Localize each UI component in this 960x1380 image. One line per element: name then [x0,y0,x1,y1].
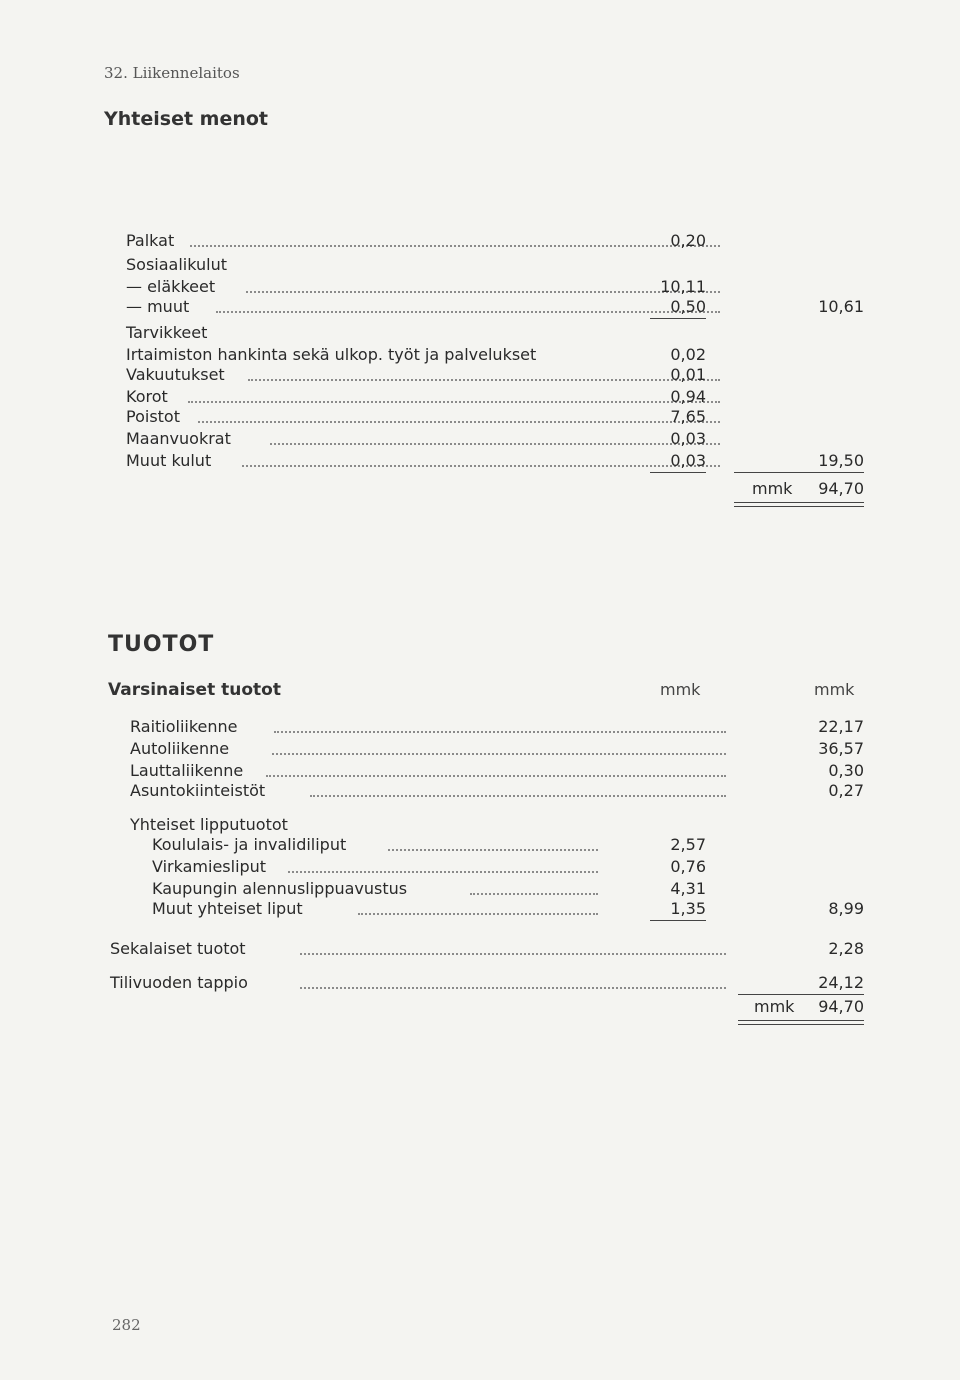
table-row [126,364,706,386]
row-label: Muut yhteiset liput [152,899,303,918]
total-unit: mmk [754,997,795,1016]
total-value: 94,70 [818,479,864,498]
page-number: 282 [112,1316,141,1334]
dot-leader [388,849,598,851]
table-row [126,296,864,318]
value-col1: 2,57 [670,835,706,854]
dot-leader [288,871,598,873]
dot-leader [272,753,726,755]
section-title-expenses: Yhteiset menot [104,108,269,130]
running-head: 32. Liikennelaitos [104,64,240,82]
dot-leader [300,987,726,989]
section-title-income: TUOTOT [108,632,215,657]
row-label: Palkat [126,231,175,250]
table-row [126,276,706,298]
dot-leader [246,291,720,293]
value-col1: 0,20 [670,231,706,250]
table-row [110,938,864,960]
table-row [126,428,706,450]
total-rule [734,472,864,473]
dot-leader [270,443,720,445]
row-label: Tilivuoden tappio [110,973,248,992]
table-row [130,738,864,760]
dot-leader [266,775,726,777]
row-label: Asuntokiinteistöt [130,781,266,800]
subtotal-rule [650,920,706,921]
row-label: Maanvuokrat [126,429,231,448]
table-row [152,834,706,856]
row-label: — eläkkeet [126,277,216,296]
value-col2: 22,17 [818,717,864,736]
value-col2: 0,30 [828,761,864,780]
row-label: — muut [126,297,190,316]
table-row [152,878,706,900]
dot-leader [188,401,720,403]
value-col1: 10,11 [660,277,706,296]
row-label: Muut kulut [126,451,212,470]
value-col1: 7,65 [670,407,706,426]
total-rule [738,994,864,995]
row-label: Yhteiset lipputuotot [130,815,288,834]
row-label: Vakuutukset [126,365,225,384]
row-label: Autoliikenne [130,739,230,758]
table-row [126,230,706,252]
dot-leader [248,379,720,381]
total-row [734,478,864,500]
value-col1: 0,76 [670,857,706,876]
value-col1: 0,94 [670,387,706,406]
value-col2: 10,61 [818,297,864,316]
dot-leader [274,731,726,733]
row-label: Virkamiesliput [152,857,267,876]
row-label: Raitioliikenne [130,717,238,736]
double-rule [738,1020,864,1025]
row-label: Sosiaalikulut [126,255,227,274]
total-value: 94,70 [818,997,864,1016]
value-col1: 0,50 [670,297,706,316]
dot-leader [242,465,720,467]
dot-leader [310,795,726,797]
value-col2: 24,12 [818,973,864,992]
dot-leader [470,893,598,895]
table-row [126,322,706,344]
value-col1: 0,02 [670,345,706,364]
value-col2: 19,50 [818,451,864,470]
subtotal-rule [650,318,706,319]
value-col2: 36,57 [818,739,864,758]
row-label: Korot [126,387,168,406]
double-rule [734,502,864,507]
total-row [738,996,864,1018]
column-unit-2: mmk [814,680,855,699]
table-row [126,450,864,472]
table-row [126,254,706,276]
row-label: Tarvikkeet [126,323,208,342]
row-label: Sekalaiset tuotot [110,939,246,958]
value-col1: 0,03 [670,451,706,470]
value-col1: 4,31 [670,879,706,898]
row-label: Irtaimiston hankinta sekä ulkop. työt ja palvelukset [126,345,537,364]
dot-leader [358,913,598,915]
table-row [152,856,706,878]
value-col2: 2,28 [828,939,864,958]
table-row [130,814,710,836]
value-col1: 0,01 [670,365,706,384]
dot-leader [216,311,720,313]
table-row [126,386,706,408]
row-label: Poistot [126,407,180,426]
value-col1: 1,35 [670,899,706,918]
subtotal-rule [650,472,706,473]
row-label: Koululais- ja invalidiliput [152,835,347,854]
table-row [110,972,864,994]
dot-leader [300,953,726,955]
table-row [126,344,706,366]
dot-leader [198,421,720,423]
table-row [130,780,864,802]
table-row [130,716,864,738]
row-label: Lauttaliikenne [130,761,244,780]
value-col1: 0,03 [670,429,706,448]
subsection-title: Varsinaiset tuotot [108,680,281,700]
value-col2: 8,99 [828,899,864,918]
table-row [152,898,864,920]
table-row [130,760,864,782]
total-unit: mmk [752,479,793,498]
value-col2: 0,27 [828,781,864,800]
dot-leader [190,245,720,247]
table-row [126,406,706,428]
row-label: Kaupungin alennuslippuavustus [152,879,408,898]
column-unit-1: mmk [660,680,701,699]
